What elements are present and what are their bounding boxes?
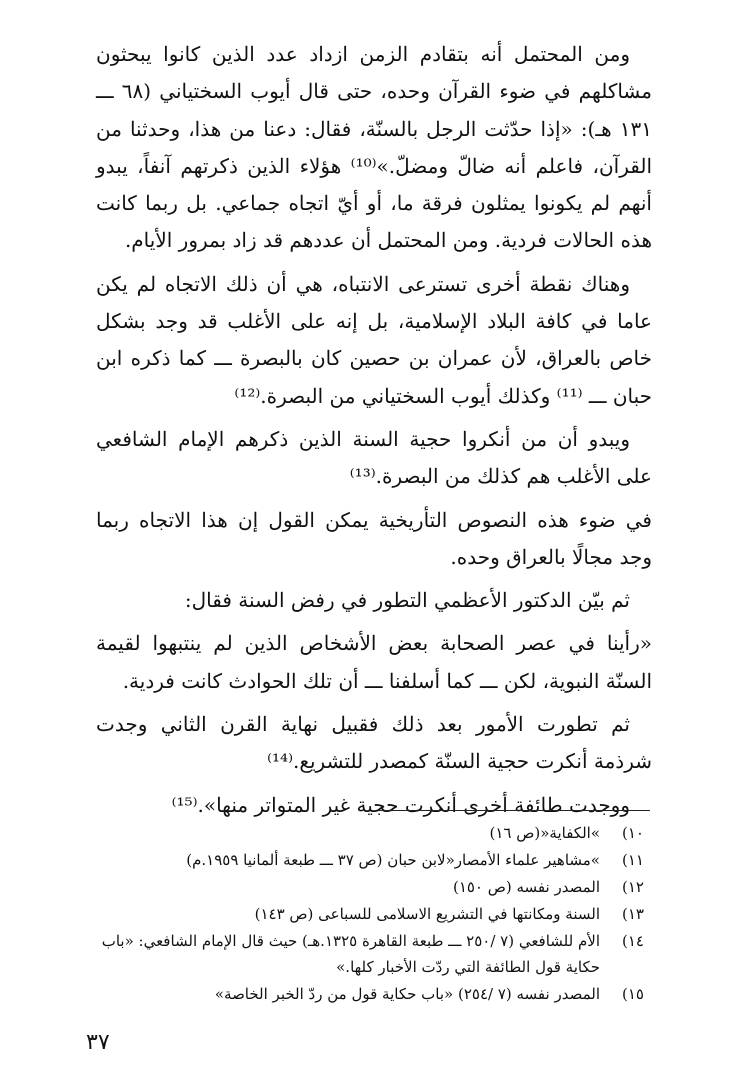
footnote-text: »مشاهير علماء الأمصار«لابن حبان (ص ٣٧ ـــ طبعة ألمانيا ١٩٥٩.م) — [186, 851, 600, 869]
quote-paragraph: «رأينا في عصر الصحابة بعض الأشخاص الذين لم ينتبهوا لقيمة السنّة النبوية، لكن ـــ كما أسلفنا ـــ أن تلك الحوادث كانت فردية. — [96, 631, 652, 693]
footnote-number: ١٢) — [622, 878, 644, 896]
footnotes — [84, 820, 644, 1008]
footnote-text: »الكفاية«(ص ١٦) — [489, 824, 600, 842]
footnote — [84, 928, 644, 980]
quote-paragraph: ثم تطورت الأمور بعد ذلك فقبيل نهاية القرن الثاني وجدت شرذمة أنكرت حجية السنّة كمصدر للتشريع.⁽¹⁴⁾ — [96, 712, 652, 774]
main-text — [96, 36, 652, 824]
footnote — [84, 981, 644, 1007]
footnote-text: الأم للشافعي (٧ /٢٥٠ ـــ طبعة القاهرة ١٣٢٥.هـ) حيث قال الإمام الشافعي: «باب حكاية قول الطائفة التي ردّت الأخبار كلها.» — [101, 932, 600, 976]
footnote — [84, 847, 644, 873]
footnote — [84, 820, 644, 846]
footnote — [84, 874, 644, 900]
footnote-text: السنة ومكانتها في التشريع الاسلامى للسباعى (ص ١٤٣) — [254, 905, 600, 923]
page-number: ٣٧ — [86, 1030, 110, 1055]
footnote — [84, 901, 644, 927]
footnote-number: ١٥) — [622, 985, 644, 1003]
footnote-number: ١٣) — [622, 905, 644, 923]
paragraph: ومن المحتمل أنه بتقادم الزمن ازداد عدد الذين كانوا يبحثون مشاكلهم في ضوء القرآن وحده، حتى قال أيوب السختياني (٦٨ ـــ ١٣١ هـ): «إذا حدّثت الرجل بالسنّة، فقال: دعنا من هذا، وحدثنا من القرآن، فاعلم أنه ضالّ ومضلّ.»⁽¹⁰⁾ هؤلاء الذين ذكرتهم آنفاً، يبدو أنهم لم يكونوا يمثلون فرقة ما، أو أيّ اتجاه جماعي. بل ربما كانت هذه الحالات فردية. ومن المحتمل أن عددهم قد زاد بمرور الأيام. — [96, 42, 653, 253]
footnote-number: ١٠) — [622, 824, 644, 842]
paragraph: ويبدو أن من أنكروا حجية السنة الذين ذكرهم الإمام الشافعي على الأغلب هم كذلك من البصرة.⁽¹³⁾ — [96, 426, 652, 489]
footnote-text: المصدر نفسه (ص ١٥٠) — [452, 878, 600, 896]
footnote-text: المصدر نفسه (٧ /٢٥٤) «باب حكاية قول من ردّ الخبر الخاصة» — [214, 985, 600, 1003]
paragraph: وهناك نقطة أخرى تسترعى الانتباه، هي أن ذلك الاتجاه لم يكن عاما في كافة البلاد الإسلامية، بل إنه على الأغلب قد وجد بشكل خاص بالعراق، لأن عمران بن حصين كان بالبصرة ـــ كما ذكره ابن حبان ـــ ⁽¹¹⁾ وكذلك أيوب السختياني من البصرة.⁽¹²⁾ — [96, 271, 652, 408]
paragraph: ثم بيّن الدكتور الأعظمي التطور في رفض السنة فقال: — [184, 588, 630, 613]
quote-paragraph: ووجدت طائفة أخرى أنكرت حجية غير المتواتر منها».⁽¹⁵⁾ — [171, 792, 630, 817]
footnote-number: ١٤) — [622, 932, 644, 950]
paragraph: في ضوء هذه النصوص التأريخية يمكن القول إن هذا الاتجاه ربما وجد مجالًا بالعراق وحده. — [96, 507, 652, 569]
footnote-divider — [378, 810, 650, 811]
footnote-number: ١١) — [622, 851, 644, 869]
